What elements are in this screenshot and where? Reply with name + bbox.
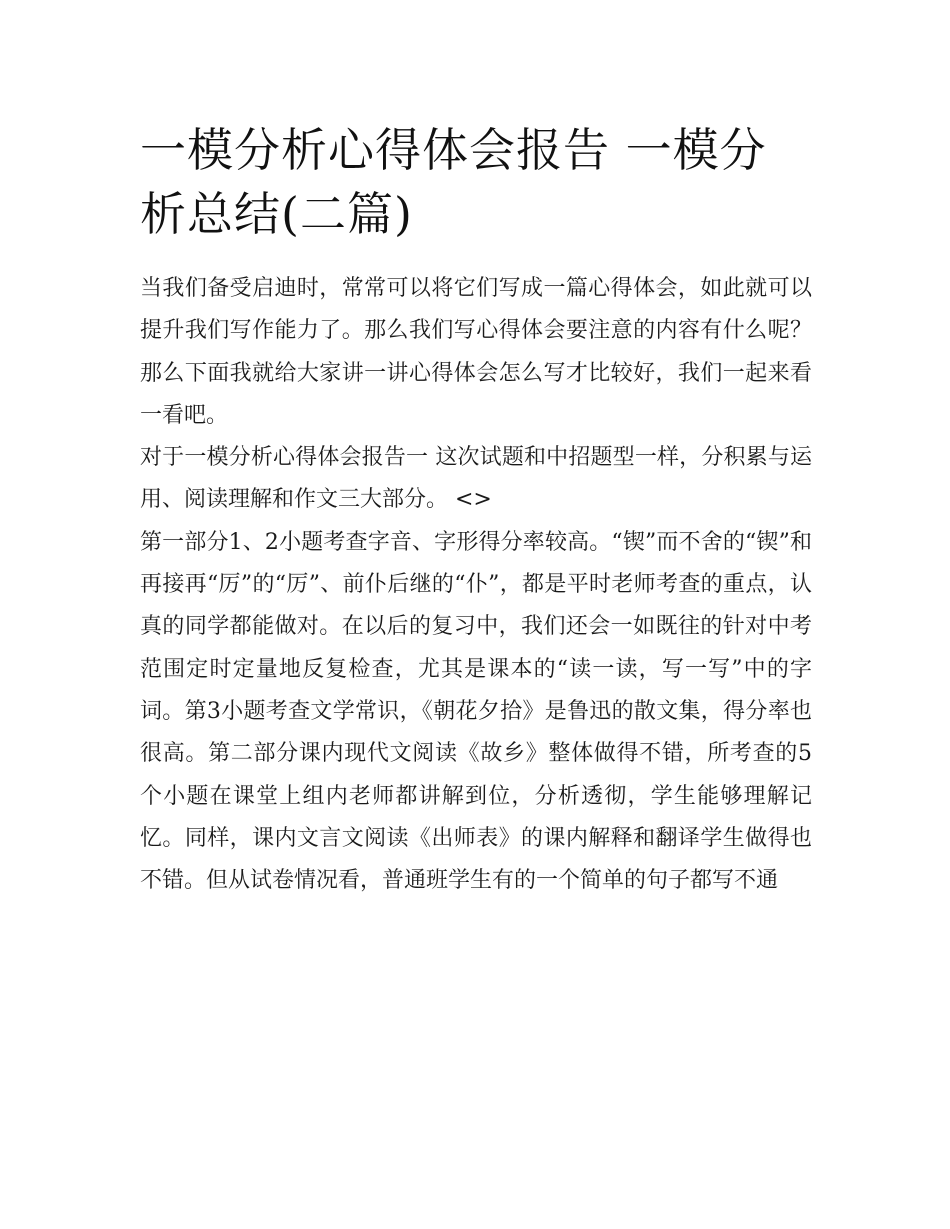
document-body bbox=[140, 268, 812, 902]
paragraph-part-one-analysis: 第一部分1、2小题考查字音、字形得分率较高。“锲”而不舍的“锲”和再接再“厉”的“厉”、前仆后继的“仆”，都是平时老师考查的重点，认真的同学都能做对。在以后的复习中，我们还会一如既往的针对中考范围定时定量地反复检查，尤其是课本的“读一读，写一写”中的字词。第3小题考查文学常识，《朝花夕拾》是鲁迅的散文集，得分率也很高。第二部分课内现代文阅读《故乡》整体做得不错，所考查的5个小题在课堂上组内老师都讲解到位，分析透彻，学生能够理解记忆。同样，课内文言文阅读《出师表》的课内解释和翻译学生做得也不错。但从试卷情况看，普通班学生有的一个简单的句子都写不通 bbox=[140, 529, 812, 894]
document-title: 一模分析心得体会报告 一模分析总结(二篇) bbox=[140, 123, 767, 241]
paragraph-intro: 当我们备受启迪时，常常可以将它们写成一篇心得体会，如此就可以提升我们写作能力了。那么我们写心得体会要注意的内容有什么呢？那么下面我就给大家讲一讲心得体会怎么写才比较好，我们一起来看一看吧。 bbox=[140, 276, 812, 428]
document-page bbox=[140, 118, 812, 902]
paragraph-report-one: 对于一模分析心得体会报告一 这次试题和中招题型一样，分积累与运用、阅读理解和作文三大部分。 <> bbox=[140, 445, 812, 513]
